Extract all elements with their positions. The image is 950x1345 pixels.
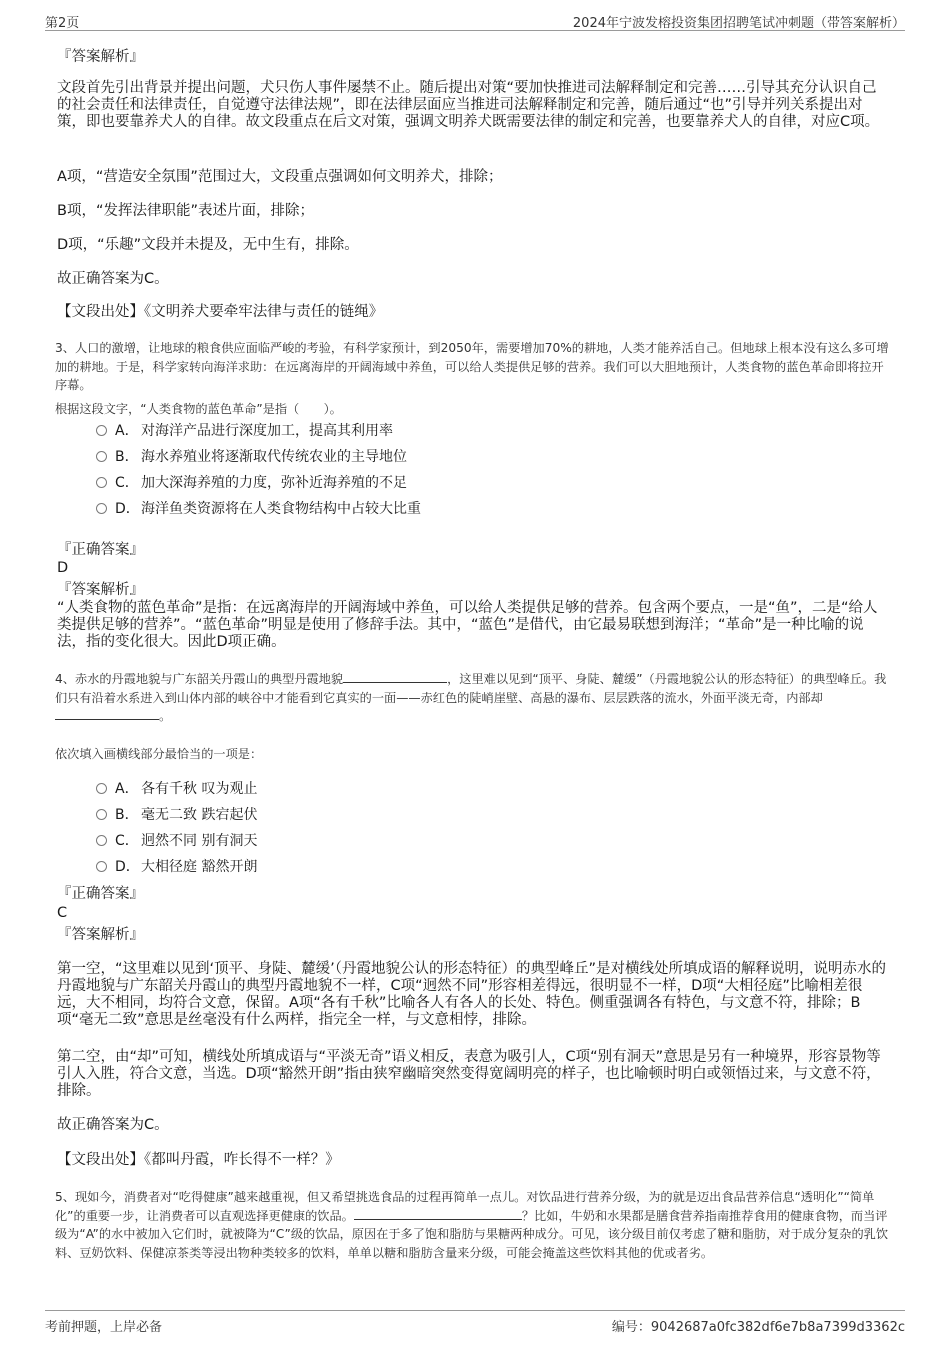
radio-icon[interactable] (96, 503, 107, 514)
radio-icon[interactable] (96, 477, 107, 488)
q4-question: 依次填入画横线部分最恰当的一项是： (55, 747, 263, 761)
q3-stem: 3、人口的激增，让地球的粮食供应面临严峻的考验，有科学家预计，到2050年，需要增加70%的耕地，人类才能养活自己。但地球上根本没有这么多可增加的耕地。于是，科学家转向海洋求助：在远离海岸的开阔海域中养鱼，可以给人类提供足够的营养。我们可以大胆地预计，人类食物的蓝色革命即将拉开序幕。 (55, 341, 889, 392)
q2-analysis-paragraph-2: A项，“营造安全氛围”范围过大，文段重点强调如何文明养犬，排除； (57, 169, 503, 185)
page-header (45, 10, 905, 31)
q3-option-a[interactable]: A． 对海洋产品进行深度加工，提高其利用率 (96, 422, 393, 440)
footer-slogan: 考前押题，上岸必备 (45, 1320, 163, 1335)
q4-analysis-label: 『答案解析』 (57, 927, 144, 943)
q2-source: 【文段出处】《文明养犬要牵牢法律与责任的链绳》 (57, 304, 384, 320)
q2-analysis-paragraph-3: B项，“发挥法律职能”表述片面，排除； (57, 203, 314, 219)
q2-analysis-paragraph-1: 文段首先引出背景并提出问题，犬只伤人事件屡禁不止。随后提出对策“要加快推进司法解释制定和完善……引导其充分认识自己的社会责任和法律责任，自觉遵守法律法规”，即在法律层面应当推进司法解释制定和完善，随后通过“也”引导并列关系提出对策，即也要靠养犬人的自律。故文段重点在后文对策，强调文明养犬既需要法律的制定和完善，也要靠养犬人的自律，对应C项。 (57, 80, 880, 130)
q3-analysis-label: 『答案解析』 (57, 582, 144, 598)
radio-icon[interactable] (96, 451, 107, 462)
q4-option-a[interactable]: A． 各有千秋 叹为观止 (96, 780, 257, 798)
q2-analysis-paragraph-4: D项，“乐趣”文段并未提及，无中生有，排除。 (57, 237, 359, 253)
q4-option-c[interactable]: C． 迥然不同 别有洞天 (96, 832, 257, 850)
q3-correct-label: 『正确答案』 (57, 542, 144, 558)
page-footer (45, 1310, 905, 1335)
q3-option-b[interactable]: B． 海水养殖业将逐渐取代传统农业的主导地位 (96, 448, 407, 466)
radio-icon[interactable] (96, 783, 107, 794)
blank-1 (343, 670, 447, 683)
document-title: 2024年宁波发榕投资集团招聘笔试冲刺题（带答案解析） (572, 16, 905, 31)
q3-analysis: “人类食物的蓝色革命”是指：在远离海岸的开阔海域中养鱼，可以给人类提供足够的营养。包含两个要点，一是“鱼”，二是“给人类提供足够的营养”。“蓝色革命”明显是使用了修辞手法。其中，“蓝色”是借代，由它最易联想到海洋；“革命”是一种比喻的说法，指的变化很大。因此D项正确。 (57, 600, 878, 650)
q3-question: 根据这段文字，“人类食物的蓝色革命”是指（ ）。 (55, 402, 342, 416)
q4-option-d[interactable]: D．大相径庭 豁然开朗 (96, 858, 257, 876)
document-id: 编号：9042687a0fc382df6e7b8a7399d3362c (611, 1320, 905, 1335)
radio-icon[interactable] (96, 861, 107, 872)
radio-icon[interactable] (96, 835, 107, 846)
q2-conclusion: 故正确答案为C。 (57, 271, 169, 287)
radio-icon[interactable] (96, 809, 107, 820)
q4-correct-label: 『正确答案』 (57, 886, 144, 902)
q4-analysis-paragraph-1: 第一空，“这里难以见到‘顶平、身陡、麓缓’（丹霞地貌公认的形态特征）的典型峰丘”是对横线处所填成语的解释说明，说明赤水的丹霞地貌与广东韶关丹霞山的典型丹霞地貌不一样，C项“迥然不同”形容相差得远，很明显不一样，D项“大相径庭”比喻相差很远，大不相同，均符合文意，保留。A项“各有千秋”比喻各人有各人的长处、特色。侧重强调各有特色，与文意不符，排除；B项“毫无二致”意思是丝毫没有什么两样，指完全一样，与文意相悖，排除。 (57, 961, 886, 1028)
radio-icon[interactable] (96, 425, 107, 436)
q3-option-d[interactable]: D．海洋鱼类资源将在人类食物结构中占较大比重 (96, 500, 421, 518)
q4-option-b[interactable]: B． 毫无二致 跌宕起伏 (96, 806, 257, 824)
q3-option-c[interactable]: C． 加大深海养殖的力度，弥补近海养殖的不足 (96, 474, 407, 492)
q3-answer: D (57, 560, 69, 576)
q2-analysis-label: 『答案解析』 (57, 49, 144, 65)
q4-source: 【文段出处】《都叫丹霞，咋长得不一样？》 (57, 1152, 340, 1168)
page-number: 第2页 (45, 16, 80, 31)
q5-stem: 5、现如今，消费者对“吃得健康”越来越重视，但又希望挑选食品的过程再简单一点儿。对饮品进行营养分级，为的就是迈出食品营养信息“透明化”“简单化”的重要一步，让消费者可以直观选择更健康的饮品。 ？比如，牛奶和水果都是膳食营养指南推荐食用的健康食物，而当评级为“A”的水中被加入它们时，就被降为“C”级的饮品，原因在于多了饱和脂肪与果糖两种成分。可见，该分级目前仅考虑了糖和脂肪，对于成分复杂的乳饮料、豆奶饮料、保健凉茶类等浸出物种类较多的饮料，单单以糖和脂肪含量来分级，可能会掩盖这些饮料其他的优或者劣。 (55, 1190, 889, 1260)
q4-answer: C (57, 905, 68, 921)
q4-stem: 4、赤水的丹霞地貌与广东韶关丹霞山的典型丹霞地貌 ，这里难以见到“顶平、身陡、麓缓”（丹霞地貌公认的形态特征）的典型峰丘。我们只有沿着水系进入到山体内部的峡谷中才能看到它真实的一面——赤红色的陡峭崖壁、高悬的瀑布、层层跌落的流水，外面平淡无奇，内部却。 (55, 672, 887, 723)
q4-conclusion: 故正确答案为C。 (57, 1117, 169, 1133)
blank-2 (55, 707, 159, 720)
blank-3 (354, 1207, 522, 1220)
q4-analysis-paragraph-2: 第二空，由“却”可知，横线处所填成语与“平淡无奇”语义相反，表意为吸引人，C项“别有洞天”意思是另有一种境界，形容景物等引人入胜，符合文意，当选。D项“豁然开朗”指由狭窄幽暗突然变得宽阔明亮的样子，也比喻顿时明白或领悟过来，与文意不符，排除。 (57, 1049, 881, 1099)
